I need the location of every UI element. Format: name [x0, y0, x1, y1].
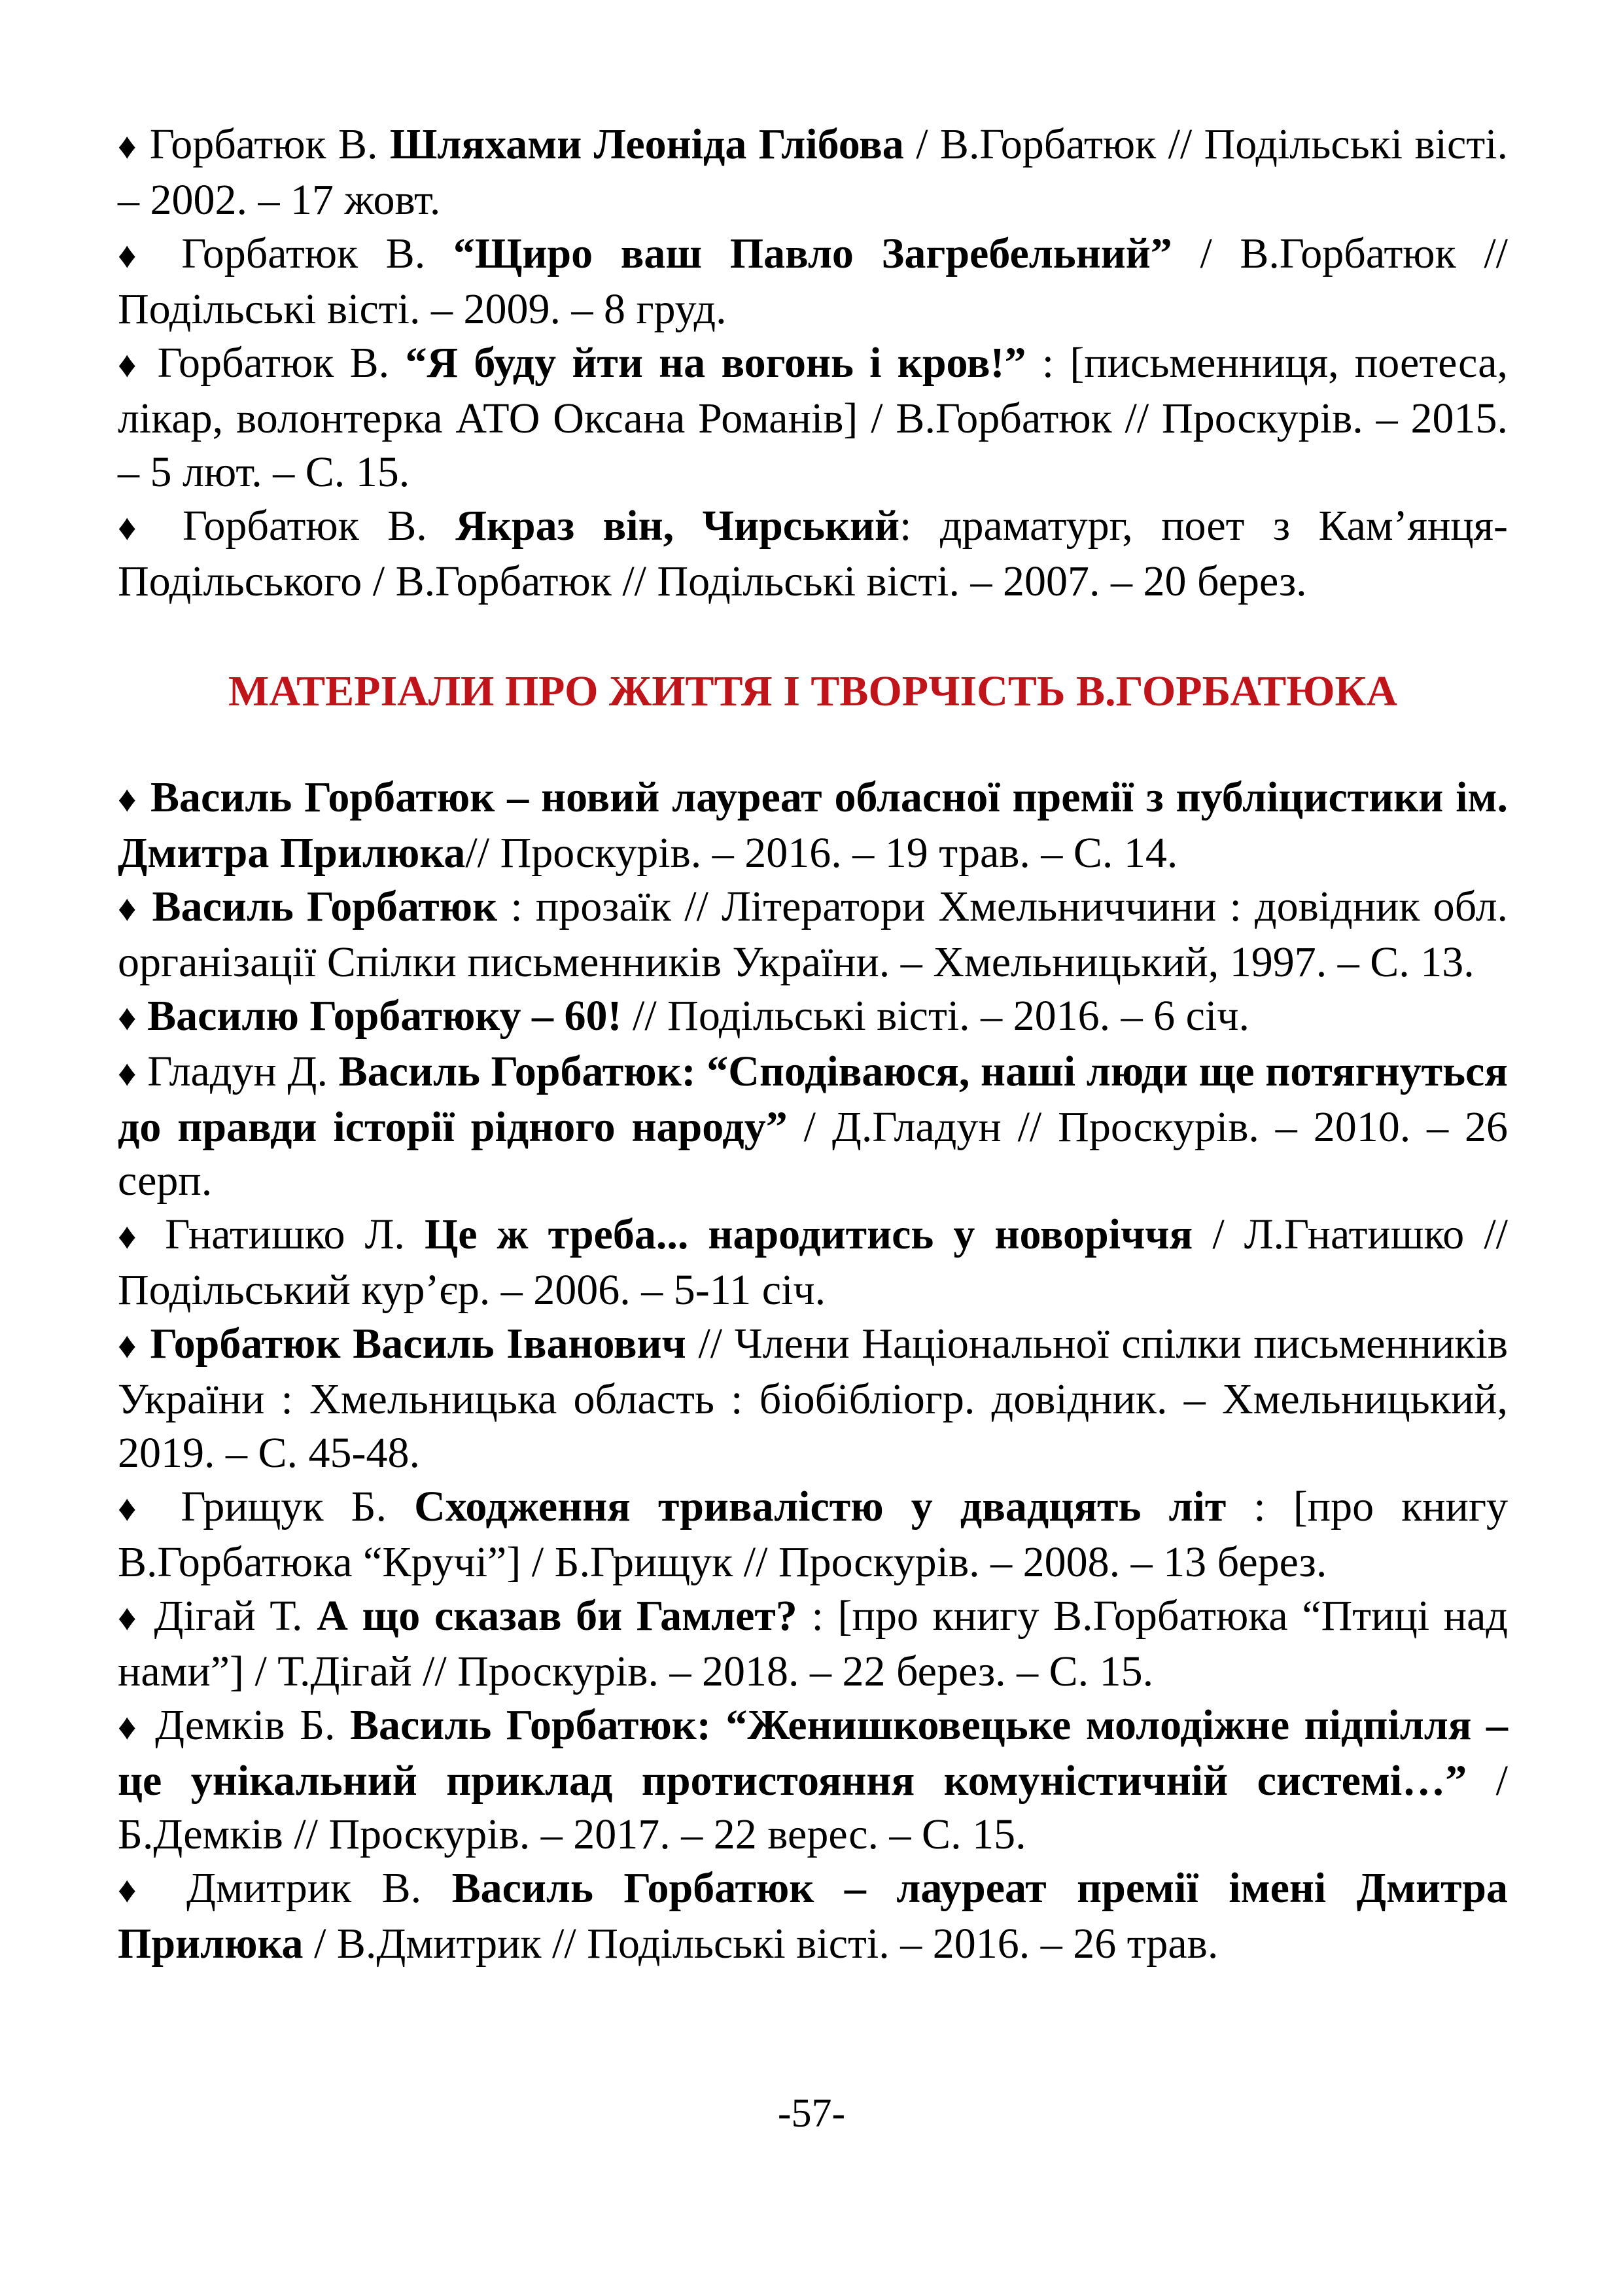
entry-title: “Щиро ваш Павло Загребельний” [453, 230, 1172, 277]
entry-author: Горбатюк В. [181, 230, 453, 277]
diamond-bullet-icon: ♦ [118, 998, 137, 1038]
diamond-bullet-icon: ♦ [118, 126, 138, 167]
bibliography-entry [118, 1699, 1508, 1862]
entry-source: / В.Горбатюк // Подільські вісті. – 2009. – 8 груд. [118, 230, 1508, 333]
section-heading: МАТЕРІАЛИ ПРО ЖИТТЯ І ТВОРЧІСТЬ В.ГОРБАТЮКА [228, 667, 1398, 715]
bibliography-entry [118, 1589, 1508, 1699]
bibliography-entry [118, 880, 1508, 989]
bibliography-entry [118, 1208, 1508, 1317]
diamond-bullet-icon: ♦ [118, 1216, 146, 1257]
entry-source: // Проскурів. – 2016. – 19 трав. – С. 14. [465, 829, 1178, 877]
diamond-bullet-icon: ♦ [118, 779, 139, 820]
entry-author: Грищук Б. [181, 1483, 415, 1530]
diamond-bullet-icon: ♦ [118, 508, 154, 548]
bibliography-entry [118, 1480, 1508, 1589]
bibliography-entry [118, 118, 1508, 227]
diamond-bullet-icon: ♦ [118, 236, 154, 276]
entry-title: А що сказав би Гамлет? [317, 1592, 797, 1640]
bibliography-entry [118, 499, 1508, 609]
bibliography-entry [118, 989, 1508, 1045]
bibliography-entry [118, 1862, 1508, 1971]
diamond-bullet-icon: ♦ [118, 1326, 138, 1366]
entry-author: Дігай Т. [154, 1592, 317, 1640]
entry-author: Гнатишко Л. [165, 1210, 425, 1258]
bibliography-entry [118, 336, 1508, 499]
entry-source: / В.Горбатюк // Подільські вісті. – 2002. – 17 жовт. [118, 120, 1508, 224]
entries-before-list [118, 118, 1508, 609]
diamond-bullet-icon: ♦ [118, 1870, 156, 1911]
entry-author: Дмитрик В. [186, 1864, 452, 1912]
diamond-bullet-icon: ♦ [118, 1489, 154, 1529]
entry-source: / В.Дмитрик // Подільські вісті. – 2016. – 26 трав. [303, 1920, 1219, 1968]
entry-author: Гладун Д. [147, 1048, 339, 1095]
entry-author: Демків Б. [155, 1701, 350, 1749]
entries-after-list [118, 771, 1508, 1971]
entry-author: Горбатюк В. [183, 502, 456, 550]
bibliography-entry [118, 1317, 1508, 1480]
entry-source: / Б.Демків // Проскурів. – 2017. – 22 верес. – С. 15. [118, 1757, 1509, 1858]
entry-source: : прозаїк // Літератори Хмельниччини : довідник обл. організації Спілки письменників України. – Хмельницький, 1997. – С. 13. [118, 883, 1509, 986]
diamond-bullet-icon: ♦ [118, 1053, 137, 1094]
entry-source: // Подільські вісті. – 2016. – 6 січ. [621, 992, 1249, 1040]
bibliography-entry [118, 771, 1508, 880]
entry-title: Якраз він, Чирський [455, 502, 900, 550]
entry-title: Це ж треба... народитись у новоріччя [424, 1210, 1193, 1258]
diamond-bullet-icon: ♦ [118, 1707, 141, 1748]
bibliography-entry [118, 1045, 1508, 1208]
entry-source: : [письменниця, поетеса, лікар, волонтерка АТО Оксана Романів] / В.Горбатюк // Проскурів. – 2015. – 5 лют. – С. 15. [118, 339, 1508, 496]
entry-title: Горбатюк Василь Іванович [150, 1320, 686, 1368]
document-page [118, 118, 1508, 1971]
entry-source: / Л.Гнатишко // Подільський кур’єр. – 2006. – 5-11 січ. [118, 1210, 1509, 1314]
entry-title: Шляхами Леоніда Глібова [389, 120, 904, 168]
entry-source: : [про книгу В.Горбатюка “Птиці над нами”] / Т.Дігай // Проскурів. – 2018. – 22 берез. – С. 15. [118, 1592, 1509, 1695]
entry-author: Горбатюк В. [149, 120, 390, 168]
bibliography-entry [118, 227, 1508, 336]
entry-author: Горбатюк В. [157, 339, 406, 387]
diamond-bullet-icon: ♦ [118, 345, 142, 385]
entry-title: “Я буду йти на вогонь і кров!” [405, 339, 1026, 387]
entry-source: / Д.Гладун // Проскурів. – 2010. – 26 серп. [118, 1103, 1508, 1205]
entry-title: Василь Горбатюк [152, 883, 498, 930]
entry-title: Василь Горбатюк – лауреат премії імені Дмитра Прилюка [118, 1864, 1509, 1968]
entry-title: Сходження тривалістю у двадцять літ [414, 1483, 1227, 1530]
entry-title: Василю Горбатюку – 60! [147, 992, 622, 1040]
entry-source: : [про книгу В.Горбатюка “Кручі”] / Б.Грищук // Проскурів. – 2008. – 13 берез. [118, 1483, 1509, 1586]
diamond-bullet-icon: ♦ [118, 1598, 140, 1638]
entry-title: Василь Горбатюк: “Сподіваюся, наші люди ще потягнуться до правди історії рідного народу” [118, 1048, 1508, 1151]
entry-title: Василь Горбатюк: “Женишковецьке молодіжне підпілля – це унікальний приклад протистояння комуністичній системі…” [118, 1701, 1509, 1805]
page-number: -57- [777, 2091, 846, 2136]
entry-source: // Члени Національної спілки письменників України : Хмельницька область : біобібліогр. довідник. – Хмельницький, 2019. – С. 45-48. [118, 1320, 1508, 1477]
diamond-bullet-icon: ♦ [118, 889, 139, 929]
entry-source: : драматург, поет з Кам’янця-Подільського / В.Горбатюк // Подільські вісті. – 2007. – 20 берез. [118, 502, 1509, 605]
entry-title: Василь Горбатюк – новий лауреат обласної премії з публіцистики ім. Дмитра Прилюка [118, 773, 1509, 877]
